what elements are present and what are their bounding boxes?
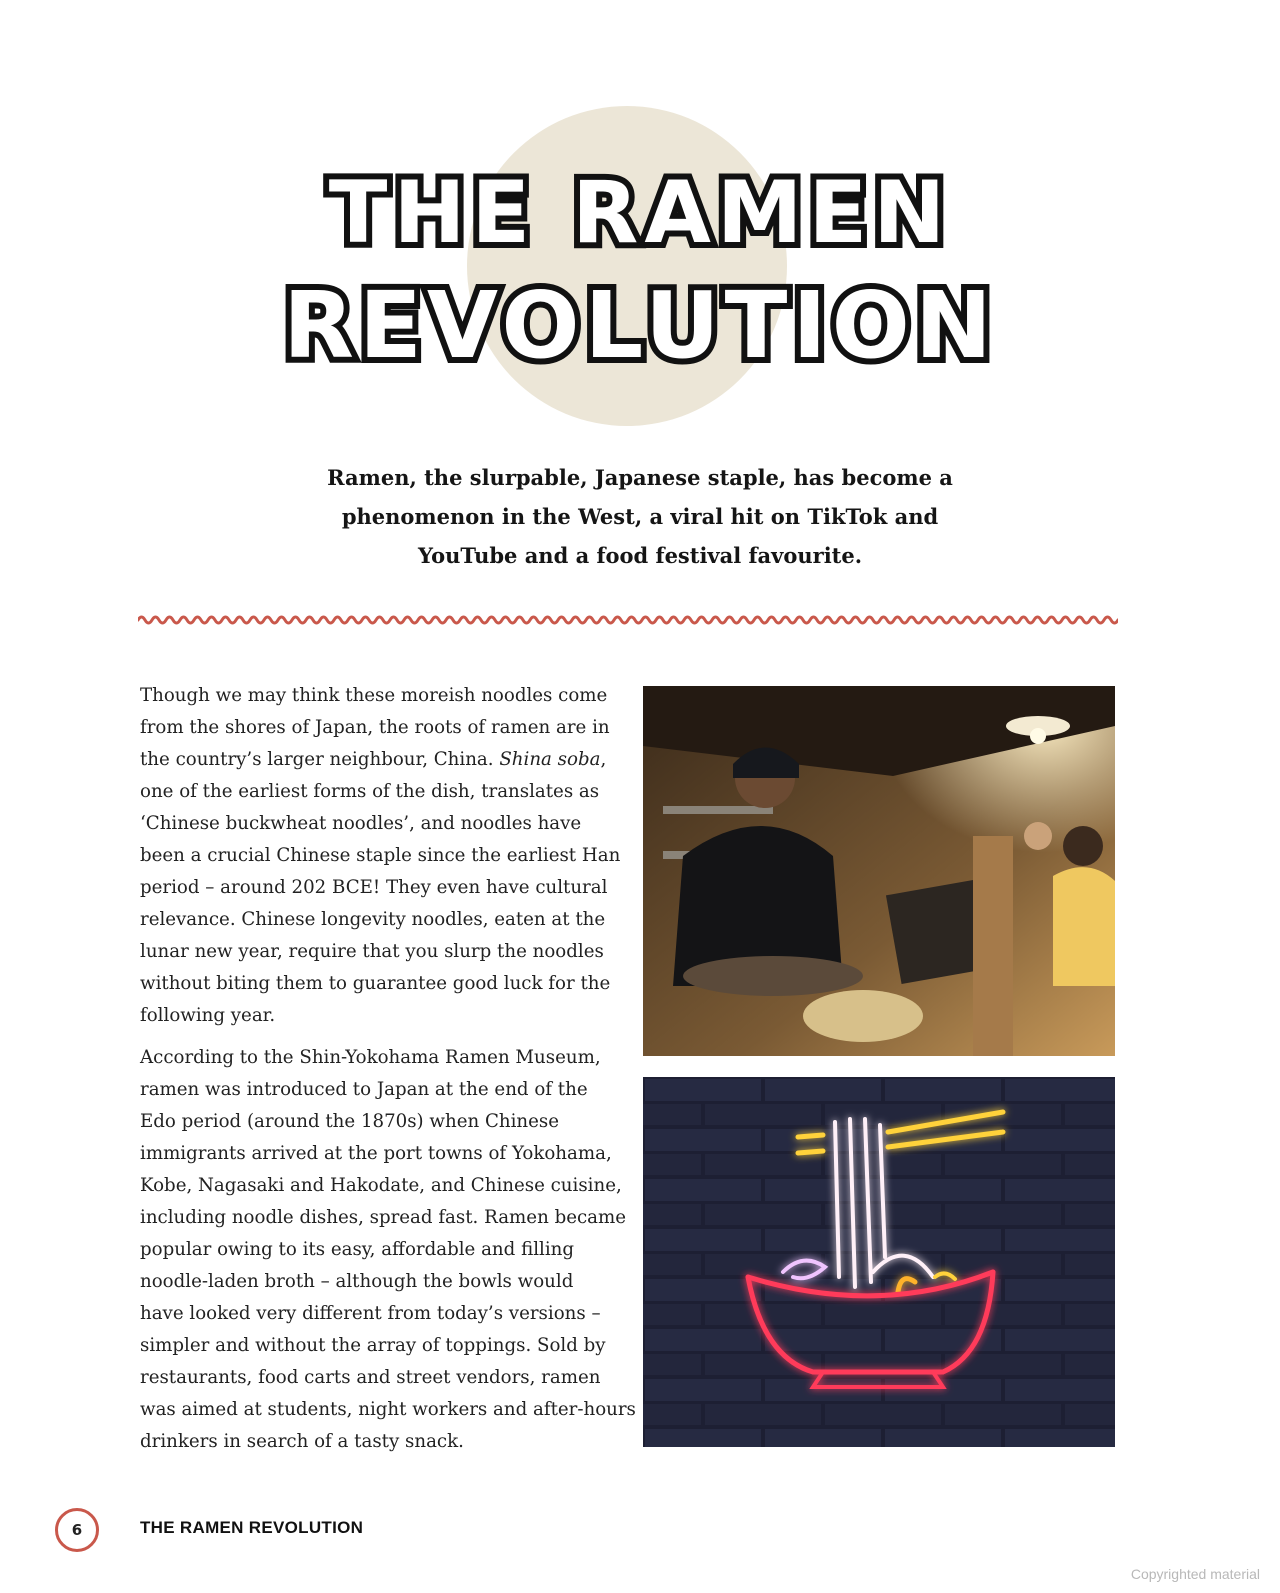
body-line: have looked very different from today’s versions –	[140, 1303, 601, 1324]
body-line: drinkers in search of a tasty snack.	[140, 1431, 464, 1452]
body-line: restaurants, food carts and street vendors, ramen	[140, 1367, 601, 1388]
body-text	[140, 680, 636, 1468]
body-line: been a crucial Chinese staple since the earliest Han	[140, 845, 621, 866]
page-title-line-1: THE RAMEN	[328, 163, 952, 263]
body-line: one of the earliest forms of the dish, translates as	[140, 781, 600, 802]
body-line: from the shores of Japan, the roots of ramen are in	[140, 717, 610, 738]
body-line: Though we may think these moreish noodles come	[140, 685, 608, 706]
body-line: the country’s larger neighbour, China. Shina soba,	[140, 749, 607, 770]
body-line: Kobe, Nagasaki and Hakodate, and Chinese cuisine,	[140, 1175, 622, 1196]
body-line: ‘Chinese buckwheat noodles’, and noodles have	[140, 813, 582, 834]
body-line: lunar new year, require that you slurp the noodles	[140, 941, 604, 962]
body-line: following year.	[140, 1005, 276, 1026]
body-line: ramen was introduced to Japan at the end of the	[140, 1079, 588, 1100]
lede-line: phenomenon in the West, a viral hit on TikTok and	[341, 504, 939, 529]
lede-line: Ramen, the slurpable, Japanese staple, has become a	[327, 465, 953, 490]
page-title-line-2: REVOLUTION	[283, 272, 997, 379]
lede-line: YouTube and a food festival favourite.	[417, 543, 863, 568]
ramen-kitchen-photo	[643, 686, 1115, 1056]
copyright-watermark: Copyrighted material	[1130, 1566, 1260, 1582]
wavy-divider	[138, 612, 1118, 628]
body-line: was aimed at students, night workers and after-hours	[140, 1399, 636, 1420]
page-number-badge: 6	[55, 1508, 99, 1552]
body-line: Edo period (around the 1870s) when Chinese	[140, 1111, 559, 1132]
body-line: including noodle dishes, spread fast. Ramen became	[140, 1207, 627, 1228]
body-paragraph-2	[140, 1042, 636, 1458]
body-line: popular owing to its easy, affordable and filling	[140, 1239, 575, 1260]
body-line: relevance. Chinese longevity noodles, eaten at the	[140, 909, 606, 930]
body-line: without biting them to guarantee good luck for the	[140, 973, 611, 994]
neon-ramen-bowl-sign	[643, 1077, 1115, 1447]
body-line: period – around 202 BCE! They even have cultural	[140, 877, 608, 898]
lede-paragraph	[320, 458, 960, 575]
body-line: simpler and without the array of toppings. Sold by	[140, 1335, 606, 1356]
body-line: immigrants arrived at the port towns of Yokohama,	[140, 1143, 612, 1164]
running-title: THE RAMEN REVOLUTION	[140, 1518, 364, 1537]
body-line: noodle-laden broth – although the bowls would	[140, 1271, 574, 1292]
body-paragraph-1	[140, 680, 620, 1032]
body-line: According to the Shin-Yokohama Ramen Museum,	[140, 1047, 601, 1068]
